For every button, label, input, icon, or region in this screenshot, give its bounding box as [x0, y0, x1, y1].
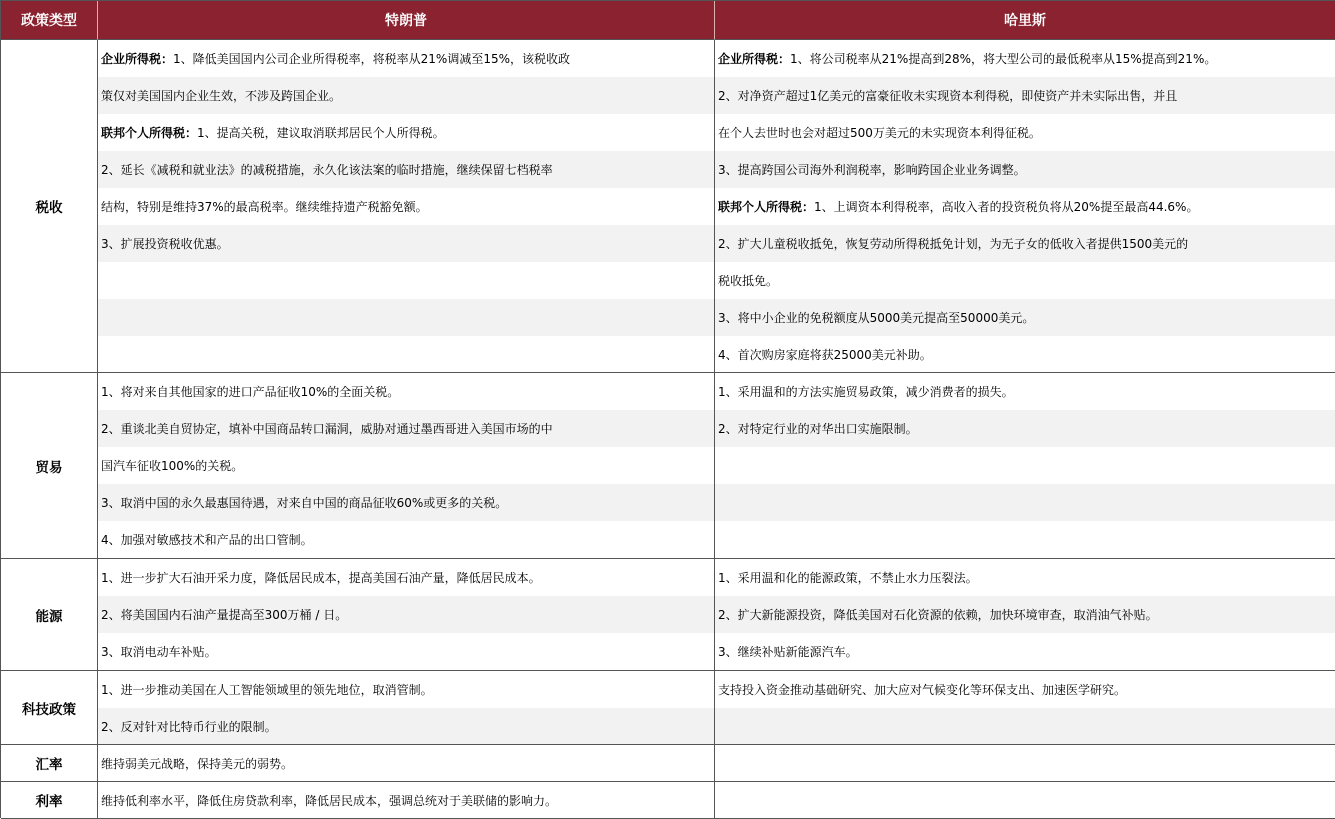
policy-heading: 企业所得税：	[718, 52, 791, 66]
policy-text: 结构，特别是维持37%的最高税率。继续维持遗产税豁免额。	[101, 200, 428, 214]
category-cell: 汇率	[1, 745, 98, 782]
policy-line	[98, 114, 714, 151]
policy-line	[98, 559, 714, 596]
policy-line	[98, 77, 714, 114]
trump-policy-cell	[98, 373, 715, 559]
policy-line	[715, 559, 1335, 596]
policy-line	[98, 262, 714, 299]
policy-text: 1、进一步扩大石油开采力度，降低居民成本，提高美国石油产量，降低居民成本。	[101, 571, 541, 585]
harris-policy-cell	[715, 373, 1335, 559]
policy-line	[715, 40, 1335, 77]
policy-text: 1、将公司税率从21%提高到28%，将大型公司的最低税率从15%提高到21%。	[790, 52, 1217, 66]
policy-text: 2、扩大儿童税收抵免，恢复劳动所得税抵免计划，为无子女的低收入者提供1500美元的	[718, 237, 1189, 251]
policy-line	[98, 745, 714, 782]
policy-line	[98, 410, 714, 447]
policy-text: 策仅对美国国内企业生效，不涉及跨国企业。	[101, 89, 342, 103]
policy-line	[715, 188, 1335, 225]
policy-line	[715, 484, 1335, 521]
policy-text: 2、对净资产超过1亿美元的富豪征收未实现资本利得税，即使资产并未实际出售，并且	[718, 89, 1178, 103]
policy-line	[715, 596, 1335, 633]
policy-text: 1、提高关税，建议取消联邦居民个人所得税。	[197, 126, 445, 140]
policy-text: 3、扩展投资税收优惠。	[101, 237, 229, 251]
policy-text: 国汽车征收100%的关税。	[101, 459, 244, 473]
policy-text: 3、提高跨国公司海外利润税率，影响跨国企业业务调整。	[718, 163, 1026, 177]
policy-text: 1、采用温和化的能源政策，不禁止水力压裂法。	[718, 571, 978, 585]
policy-heading: 联邦个人所得税：	[718, 200, 815, 214]
policy-line	[98, 484, 714, 521]
policy-line	[715, 336, 1335, 373]
policy-line	[98, 633, 714, 670]
policy-heading: 联邦个人所得税：	[101, 126, 198, 140]
policy-text: 2、重谈北美自贸协定，填补中国商品转口漏洞，威胁对通过墨西哥进入美国市场的中	[101, 422, 553, 436]
category-cell: 利率	[1, 782, 98, 819]
policy-line	[715, 521, 1335, 558]
policy-line	[715, 151, 1335, 188]
trump-policy-cell	[98, 40, 715, 373]
policy-line	[715, 114, 1335, 151]
harris-policy-cell	[715, 559, 1335, 671]
policy-text: 3、将中小企业的免税额度从5000美元提高至50000美元。	[718, 311, 1035, 325]
policy-text: 4、加强对敏感技术和产品的出口管制。	[101, 533, 313, 547]
trump-policy-cell	[98, 671, 715, 745]
policy-line	[715, 447, 1335, 484]
policy-text: 在个人去世时也会对超过500万美元的未实现资本利得征税。	[718, 126, 1041, 140]
trump-policy-cell	[98, 745, 715, 782]
policy-line	[715, 633, 1335, 670]
policy-text: 维持弱美元战略，保持美元的弱势。	[101, 757, 294, 771]
harris-policy-cell	[715, 782, 1335, 819]
policy-line	[715, 782, 1335, 819]
policy-text: 维持低利率水平，降低住房贷款利率，降低居民成本，强调总统对于美联储的影响力。	[101, 794, 558, 808]
policy-line	[715, 299, 1335, 336]
policy-line	[715, 410, 1335, 447]
policy-text: 1、降低美国国内公司企业所得税率，将税率从21%调减至15%，该税收政	[173, 52, 570, 66]
policy-line	[98, 299, 714, 336]
policy-text: 2、扩大新能源投资，降低美国对石化资源的依赖，加快环境审查，取消油气补贴。	[718, 608, 1158, 622]
policy-line	[715, 745, 1335, 782]
harris-policy-cell	[715, 745, 1335, 782]
header-policy-type: 政策类型	[1, 1, 98, 40]
policy-text: 1、进一步推动美国在人工智能领域里的领先地位，取消管制。	[101, 683, 433, 697]
policy-line	[98, 521, 714, 558]
policy-text: 2、反对针对比特币行业的限制。	[101, 720, 277, 734]
policy-line	[98, 596, 714, 633]
category-cell: 科技政策	[1, 671, 98, 745]
category-cell: 能源	[1, 559, 98, 671]
policy-text: 2、对特定行业的对华出口实施限制。	[718, 422, 918, 436]
header-trump: 特朗普	[98, 1, 715, 40]
harris-policy-cell	[715, 671, 1335, 745]
policy-line	[98, 40, 714, 77]
policy-line	[715, 373, 1335, 410]
policy-line	[98, 151, 714, 188]
policy-line	[98, 336, 714, 373]
policy-text: 1、将对来自其他国家的进口产品征收10%的全面关税。	[101, 385, 400, 399]
policy-line	[98, 225, 714, 262]
policy-text: 3、取消电动车补贴。	[101, 645, 217, 659]
policy-line	[715, 262, 1335, 299]
policy-text: 4、首次购房家庭将获25000美元补助。	[718, 348, 932, 362]
policy-line	[98, 188, 714, 225]
policy-text: 1、上调资本利得税率，高收入者的投资税负将从20%提至最高44.6%。	[814, 200, 1199, 214]
category-cell: 税收	[1, 40, 98, 373]
policy-line	[715, 708, 1335, 745]
policy-text: 3、继续补贴新能源汽车。	[718, 645, 858, 659]
policy-line	[98, 373, 714, 410]
policy-text: 2、延长《减税和就业法》的减税措施，永久化该法案的临时措施，继续保留七档税率	[101, 163, 553, 177]
category-cell: 贸易	[1, 373, 98, 559]
policy-text: 1、采用温和的方法实施贸易政策，减少消费者的损失。	[718, 385, 1014, 399]
policy-line	[98, 708, 714, 745]
harris-policy-cell	[715, 40, 1335, 373]
policy-text: 2、将美国国内石油产量提高至300万桶 / 日。	[101, 608, 348, 622]
policy-heading: 企业所得税：	[101, 52, 174, 66]
header-harris: 哈里斯	[715, 1, 1335, 40]
policy-line	[715, 77, 1335, 114]
trump-policy-cell	[98, 782, 715, 819]
policy-text: 税收抵免。	[718, 274, 779, 288]
policy-line	[98, 671, 714, 708]
policy-text: 支持投入资金推动基础研究、加大应对气候变化等环保支出、加速医学研究。	[718, 683, 1127, 697]
policy-line	[715, 225, 1335, 262]
policy-line	[98, 447, 714, 484]
policy-line	[715, 671, 1335, 708]
trump-policy-cell	[98, 559, 715, 671]
policy-line	[98, 782, 714, 819]
policy-text: 3、取消中国的永久最惠国待遇，对来自中国的商品征收60%或更多的关税。	[101, 496, 508, 510]
